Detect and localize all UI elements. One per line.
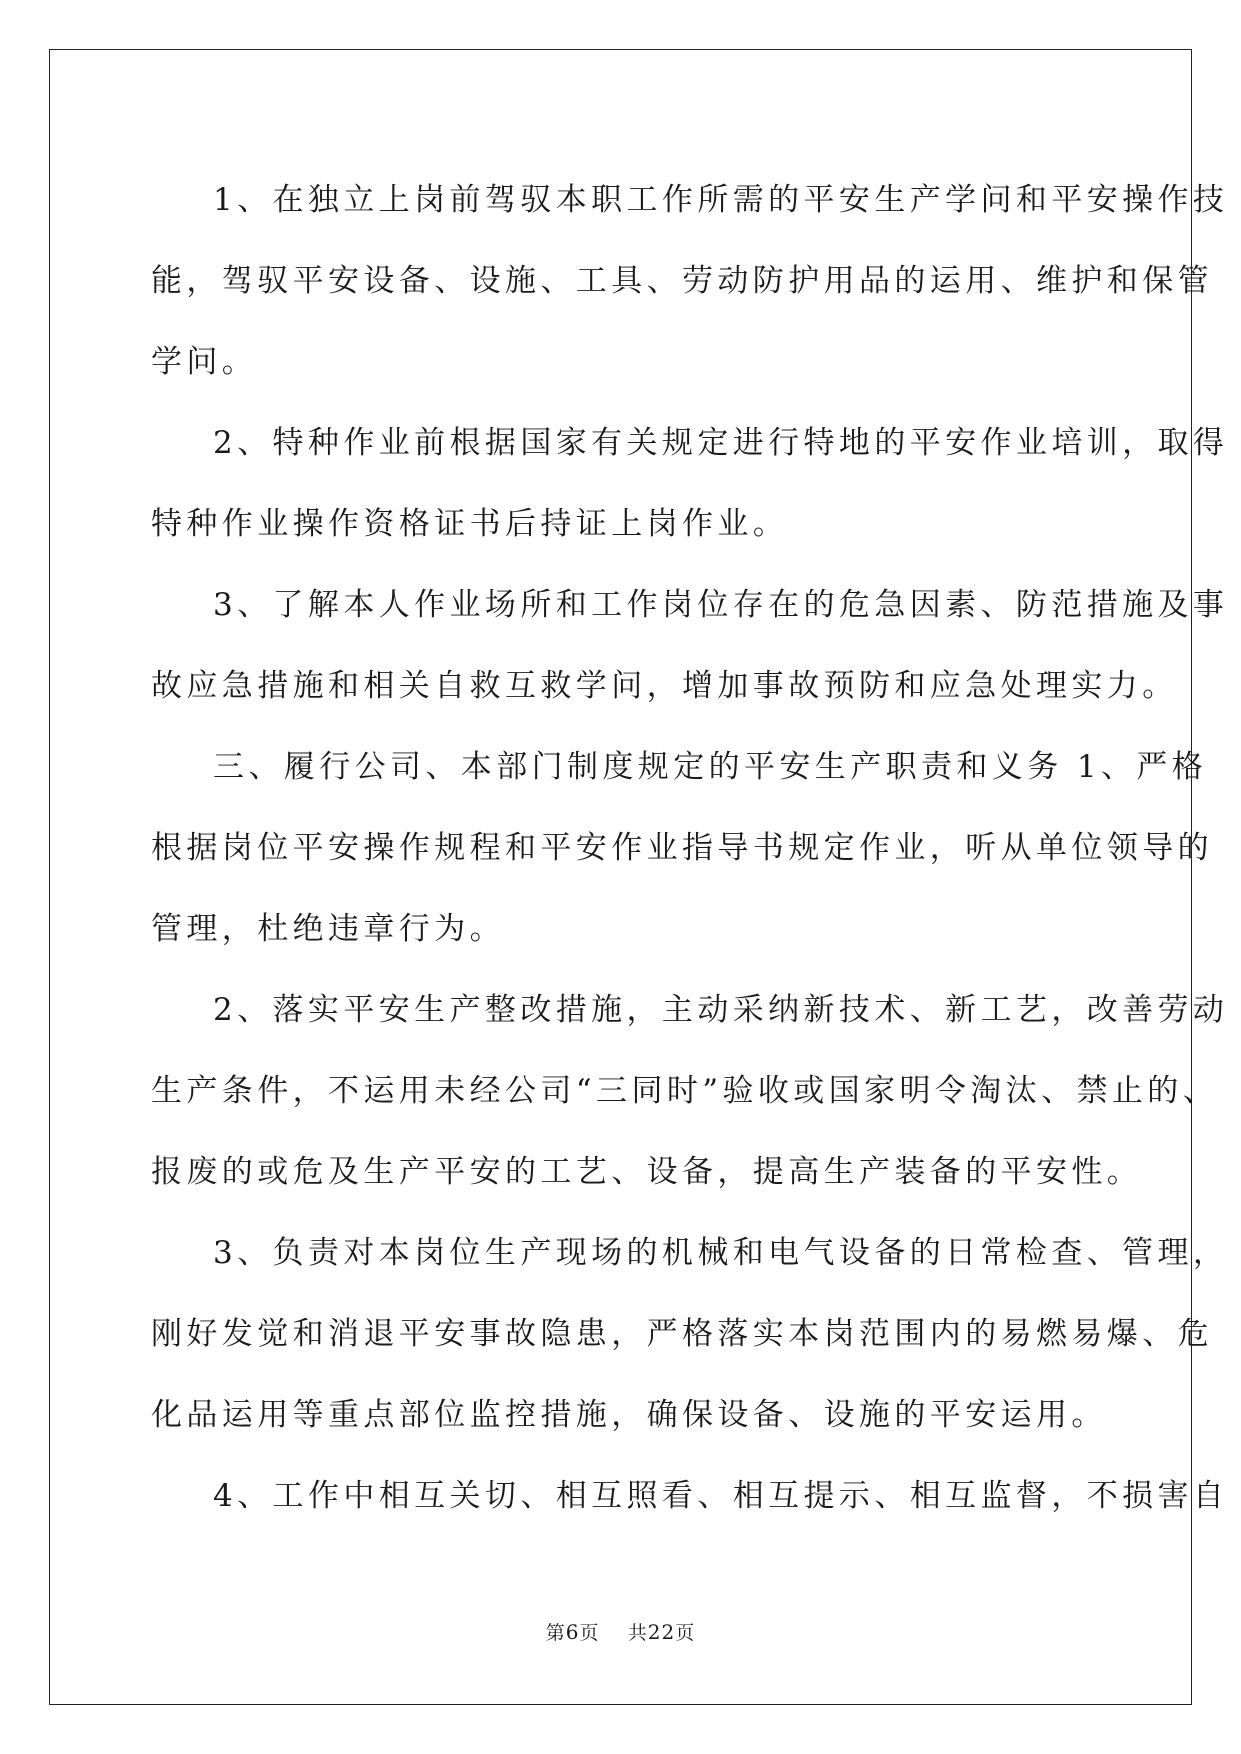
paragraph-line: 生产条件，不运用未经公司“三同时”验收或国家明令淘汰、禁止的、 xyxy=(151,1073,1219,1109)
total-prefix: 共 xyxy=(627,1622,648,1644)
paragraph-line: 三、履行公司、本部门制度规定的平安生产职责和义务 1、严格 xyxy=(213,749,1208,785)
paragraph-line: 3、了解本人作业场所和工作岗位存在的危急因素、防范措施及事 xyxy=(213,587,1229,623)
paragraph-line: 学问。 xyxy=(151,344,258,380)
paragraph-line: 2、特种作业前根据国家有关规定进行特地的平安作业培训，取得 xyxy=(213,425,1229,461)
total-pages: 22 xyxy=(647,1620,676,1644)
page-prefix: 第 xyxy=(545,1622,566,1644)
paragraph-line: 化品运用等重点部位监控措施，确保设备、设施的平安运用。 xyxy=(151,1397,1107,1433)
paragraph-line: 4、工作中相互关切、相互照看、相互提示、相互监督，不损害自 xyxy=(213,1478,1229,1514)
paragraph-line: 能，驾驭平安设备、设施、工具、劳动防护用品的运用、维护和保管 xyxy=(151,263,1213,299)
paragraph-line: 3、负责对本岗位生产现场的机械和电气设备的日常检查、管理， xyxy=(213,1235,1229,1271)
page-number: 6 xyxy=(565,1620,580,1644)
paragraph-line: 2、落实平安生产整改措施，主动采纳新技术、新工艺，改善劳动 xyxy=(213,992,1229,1028)
total-suffix: 页 xyxy=(675,1622,696,1644)
paragraph-line: 特种作业操作资格证书后持证上岗作业。 xyxy=(151,506,789,542)
paragraph-line: 管理，杜绝违章行为。 xyxy=(151,911,505,947)
page-footer xyxy=(0,1618,1241,1645)
paragraph-line: 故应急措施和相关自救互救学问，增加事故预防和应急处理实力。 xyxy=(151,668,1178,704)
page-suffix: 页 xyxy=(579,1622,600,1644)
paragraph-line: 1、在独立上岗前驾驭本职工作所需的平安生产学问和平安操作技 xyxy=(213,182,1229,218)
paragraph-line: 刚好发觉和消退平安事故隐患，严格落实本岗范围内的易燃易爆、危 xyxy=(151,1316,1213,1352)
paragraph-line: 根据岗位平安操作规程和平安作业指导书规定作业，听从单位领导的 xyxy=(151,830,1213,866)
paragraph-line: 报废的或危及生产平安的工艺、设备，提高生产装备的平安性。 xyxy=(151,1154,1143,1190)
document-body xyxy=(151,160,1229,1537)
